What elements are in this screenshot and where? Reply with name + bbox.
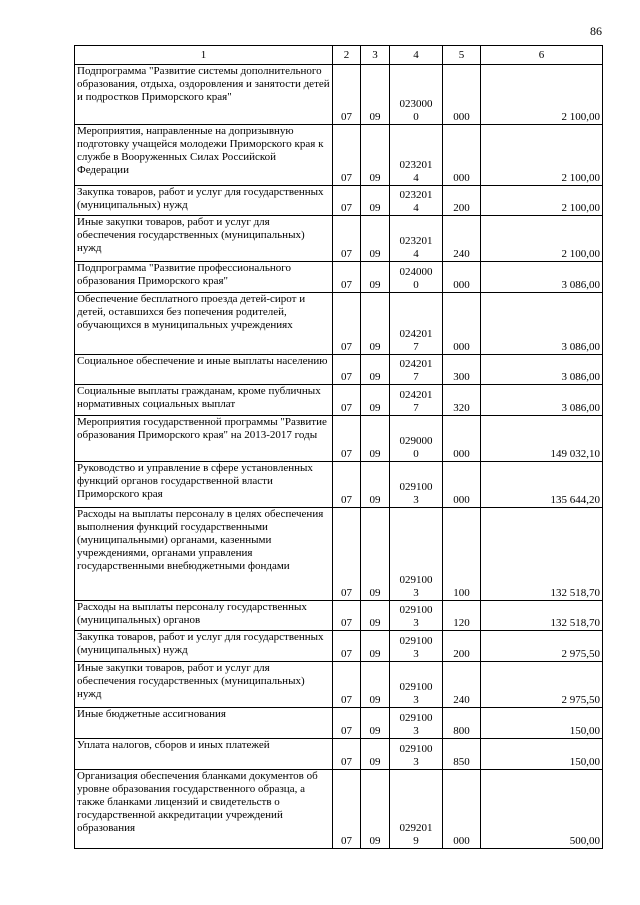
target-article-code bbox=[390, 662, 443, 708]
target-article-code-suffix: 7 bbox=[413, 371, 419, 383]
subsection-code: 09 bbox=[361, 708, 390, 739]
amount: 3 086,00 bbox=[481, 293, 603, 355]
table-row bbox=[75, 216, 603, 262]
section-code: 07 bbox=[333, 385, 361, 416]
section-code: 07 bbox=[333, 262, 361, 293]
section-code: 07 bbox=[333, 125, 361, 186]
table-row bbox=[75, 662, 603, 708]
target-article-code bbox=[390, 770, 443, 849]
page-number: 86 bbox=[590, 24, 602, 38]
table-row bbox=[75, 355, 603, 385]
row-name: Подпрограмма "Развитие профессионального образования Приморского края" bbox=[75, 262, 333, 293]
expense-type-code: 000 bbox=[443, 416, 481, 462]
target-article-code bbox=[390, 508, 443, 601]
table-header-row bbox=[75, 46, 603, 65]
subsection-code: 09 bbox=[361, 462, 390, 508]
target-article-code-main: 029100 bbox=[399, 635, 433, 647]
expense-type-code: 200 bbox=[443, 186, 481, 216]
row-name: Обеспечение бесплатного проезда детей-сирот и детей, оставшихся без попечения родителей, обучающихся в муниципальных учреждениях bbox=[75, 293, 333, 355]
expense-type-code: 850 bbox=[443, 739, 481, 770]
amount: 2 975,50 bbox=[481, 662, 603, 708]
target-article-code-suffix: 7 bbox=[413, 341, 419, 353]
table-row bbox=[75, 739, 603, 770]
table-row bbox=[75, 631, 603, 662]
expense-type-code: 000 bbox=[443, 462, 481, 508]
target-article-code-suffix: 9 bbox=[413, 835, 419, 847]
expense-type-code: 100 bbox=[443, 508, 481, 601]
section-code: 07 bbox=[333, 293, 361, 355]
target-article-code bbox=[390, 65, 443, 125]
table-row bbox=[75, 385, 603, 416]
target-article-code-main: 029000 bbox=[399, 435, 433, 447]
row-name: Иные бюджетные ассигнования bbox=[75, 708, 333, 739]
amount: 132 518,70 bbox=[481, 508, 603, 601]
subsection-code: 09 bbox=[361, 293, 390, 355]
subsection-code: 09 bbox=[361, 631, 390, 662]
target-article-code-main: 024201 bbox=[399, 358, 433, 370]
subsection-code: 09 bbox=[361, 770, 390, 849]
expense-type-code: 240 bbox=[443, 662, 481, 708]
column-header: 5 bbox=[443, 46, 481, 65]
target-article-code bbox=[390, 708, 443, 739]
target-article-code-main: 023201 bbox=[399, 189, 433, 201]
column-header: 2 bbox=[333, 46, 361, 65]
row-name: Расходы на выплаты персоналу в целях обеспечения выполнения функций государственными (муниципальными) органами, казенными учреждениями, органами управления государственными внебюджетными фондами bbox=[75, 508, 333, 601]
row-name: Закупка товаров, работ и услуг для государственных (муниципальных) нужд bbox=[75, 631, 333, 662]
subsection-code: 09 bbox=[361, 508, 390, 601]
target-article-code bbox=[390, 601, 443, 631]
row-name: Расходы на выплаты персоналу государственных (муниципальных) органов bbox=[75, 601, 333, 631]
row-name: Организация обеспечения бланками документов об уровне образования государственного образца, а также бланками лицензий и свидетельств о государственной аккредитации учреждений образования bbox=[75, 770, 333, 849]
section-code: 07 bbox=[333, 508, 361, 601]
column-header: 3 bbox=[361, 46, 390, 65]
section-code: 07 bbox=[333, 770, 361, 849]
target-article-code bbox=[390, 631, 443, 662]
row-name: Мероприятия, направленные на допризывную подготовку учащейся молодежи Приморского края к службе в Вооруженных Силах Российской Федерации bbox=[75, 125, 333, 186]
target-article-code-main: 029100 bbox=[399, 481, 433, 493]
target-article-code bbox=[390, 293, 443, 355]
amount: 135 644,20 bbox=[481, 462, 603, 508]
subsection-code: 09 bbox=[361, 416, 390, 462]
subsection-code: 09 bbox=[361, 355, 390, 385]
expense-type-code: 000 bbox=[443, 770, 481, 849]
expense-type-code: 000 bbox=[443, 262, 481, 293]
target-article-code-main: 024000 bbox=[399, 266, 433, 278]
target-article-code bbox=[390, 416, 443, 462]
target-article-code-main: 024201 bbox=[399, 328, 433, 340]
amount: 2 100,00 bbox=[481, 125, 603, 186]
row-name: Подпрограмма "Развитие системы дополнительного образования, отдыха, оздоровления и занятости детей и подростков Приморского края" bbox=[75, 65, 333, 125]
expense-type-code: 300 bbox=[443, 355, 481, 385]
amount: 150,00 bbox=[481, 708, 603, 739]
section-code: 07 bbox=[333, 216, 361, 262]
target-article-code bbox=[390, 355, 443, 385]
target-article-code-suffix: 3 bbox=[413, 756, 419, 768]
table-row bbox=[75, 65, 603, 125]
amount: 3 086,00 bbox=[481, 355, 603, 385]
target-article-code-suffix: 0 bbox=[413, 448, 419, 460]
target-article-code-suffix: 4 bbox=[413, 172, 419, 184]
amount: 149 032,10 bbox=[481, 416, 603, 462]
target-article-code-suffix: 3 bbox=[413, 648, 419, 660]
amount: 2 100,00 bbox=[481, 216, 603, 262]
section-code: 07 bbox=[333, 708, 361, 739]
subsection-code: 09 bbox=[361, 125, 390, 186]
section-code: 07 bbox=[333, 462, 361, 508]
table-row bbox=[75, 416, 603, 462]
amount: 132 518,70 bbox=[481, 601, 603, 631]
target-article-code-main: 029100 bbox=[399, 681, 433, 693]
section-code: 07 bbox=[333, 186, 361, 216]
target-article-code-suffix: 3 bbox=[413, 694, 419, 706]
amount: 500,00 bbox=[481, 770, 603, 849]
target-article-code bbox=[390, 125, 443, 186]
subsection-code: 09 bbox=[361, 385, 390, 416]
target-article-code-suffix: 4 bbox=[413, 202, 419, 214]
subsection-code: 09 bbox=[361, 601, 390, 631]
section-code: 07 bbox=[333, 416, 361, 462]
expense-type-code: 800 bbox=[443, 708, 481, 739]
row-name: Мероприятия государственной программы "Развитие образования Приморского края" на 2013-2017 годы bbox=[75, 416, 333, 462]
row-name: Руководство и управление в сфере установленных функций органов государственной власти Приморского края bbox=[75, 462, 333, 508]
target-article-code-suffix: 3 bbox=[413, 617, 419, 629]
target-article-code-suffix: 4 bbox=[413, 248, 419, 260]
target-article-code-suffix: 3 bbox=[413, 725, 419, 737]
target-article-code-main: 029100 bbox=[399, 604, 433, 616]
target-article-code-main: 024201 bbox=[399, 389, 433, 401]
target-article-code-suffix: 0 bbox=[413, 111, 419, 123]
expense-type-code: 120 bbox=[443, 601, 481, 631]
table-row bbox=[75, 125, 603, 186]
column-header: 1 bbox=[75, 46, 333, 65]
target-article-code-main: 023201 bbox=[399, 235, 433, 247]
amount: 150,00 bbox=[481, 739, 603, 770]
table-row bbox=[75, 262, 603, 293]
expense-type-code: 240 bbox=[443, 216, 481, 262]
subsection-code: 09 bbox=[361, 662, 390, 708]
subsection-code: 09 bbox=[361, 186, 390, 216]
column-header: 4 bbox=[390, 46, 443, 65]
subsection-code: 09 bbox=[361, 216, 390, 262]
target-article-code-suffix: 3 bbox=[413, 587, 419, 599]
target-article-code bbox=[390, 216, 443, 262]
subsection-code: 09 bbox=[361, 262, 390, 293]
section-code: 07 bbox=[333, 355, 361, 385]
target-article-code-suffix: 0 bbox=[413, 279, 419, 291]
table-row bbox=[75, 186, 603, 216]
subsection-code: 09 bbox=[361, 65, 390, 125]
table-row bbox=[75, 462, 603, 508]
target-article-code-main: 029100 bbox=[399, 712, 433, 724]
table-row bbox=[75, 293, 603, 355]
target-article-code bbox=[390, 262, 443, 293]
amount: 3 086,00 bbox=[481, 385, 603, 416]
section-code: 07 bbox=[333, 601, 361, 631]
expense-type-code: 200 bbox=[443, 631, 481, 662]
target-article-code bbox=[390, 462, 443, 508]
table-row bbox=[75, 508, 603, 601]
expense-type-code: 320 bbox=[443, 385, 481, 416]
target-article-code bbox=[390, 739, 443, 770]
target-article-code-suffix: 3 bbox=[413, 494, 419, 506]
row-name: Уплата налогов, сборов и иных платежей bbox=[75, 739, 333, 770]
table-row bbox=[75, 601, 603, 631]
target-article-code bbox=[390, 186, 443, 216]
amount: 2 100,00 bbox=[481, 65, 603, 125]
target-article-code-main: 029201 bbox=[399, 822, 433, 834]
target-article-code-main: 029100 bbox=[399, 743, 433, 755]
amount: 2 975,50 bbox=[481, 631, 603, 662]
column-header: 6 bbox=[481, 46, 603, 65]
target-article-code-main: 023201 bbox=[399, 159, 433, 171]
table-row bbox=[75, 770, 603, 849]
section-code: 07 bbox=[333, 662, 361, 708]
row-name: Социальные выплаты гражданам, кроме публичных нормативных социальных выплат bbox=[75, 385, 333, 416]
expense-type-code: 000 bbox=[443, 65, 481, 125]
budget-table bbox=[74, 45, 603, 849]
section-code: 07 bbox=[333, 739, 361, 770]
target-article-code-main: 029100 bbox=[399, 574, 433, 586]
row-name: Иные закупки товаров, работ и услуг для обеспечения государственных (муниципальных) нужд bbox=[75, 662, 333, 708]
section-code: 07 bbox=[333, 631, 361, 662]
amount: 2 100,00 bbox=[481, 186, 603, 216]
expense-type-code: 000 bbox=[443, 125, 481, 186]
amount: 3 086,00 bbox=[481, 262, 603, 293]
row-name: Социальное обеспечение и иные выплаты населению bbox=[75, 355, 333, 385]
row-name: Закупка товаров, работ и услуг для государственных (муниципальных) нужд bbox=[75, 186, 333, 216]
section-code: 07 bbox=[333, 65, 361, 125]
expense-type-code: 000 bbox=[443, 293, 481, 355]
subsection-code: 09 bbox=[361, 739, 390, 770]
target-article-code-main: 023000 bbox=[399, 98, 433, 110]
row-name: Иные закупки товаров, работ и услуг для обеспечения государственных (муниципальных) нужд bbox=[75, 216, 333, 262]
table-row bbox=[75, 708, 603, 739]
target-article-code-suffix: 7 bbox=[413, 402, 419, 414]
target-article-code bbox=[390, 385, 443, 416]
